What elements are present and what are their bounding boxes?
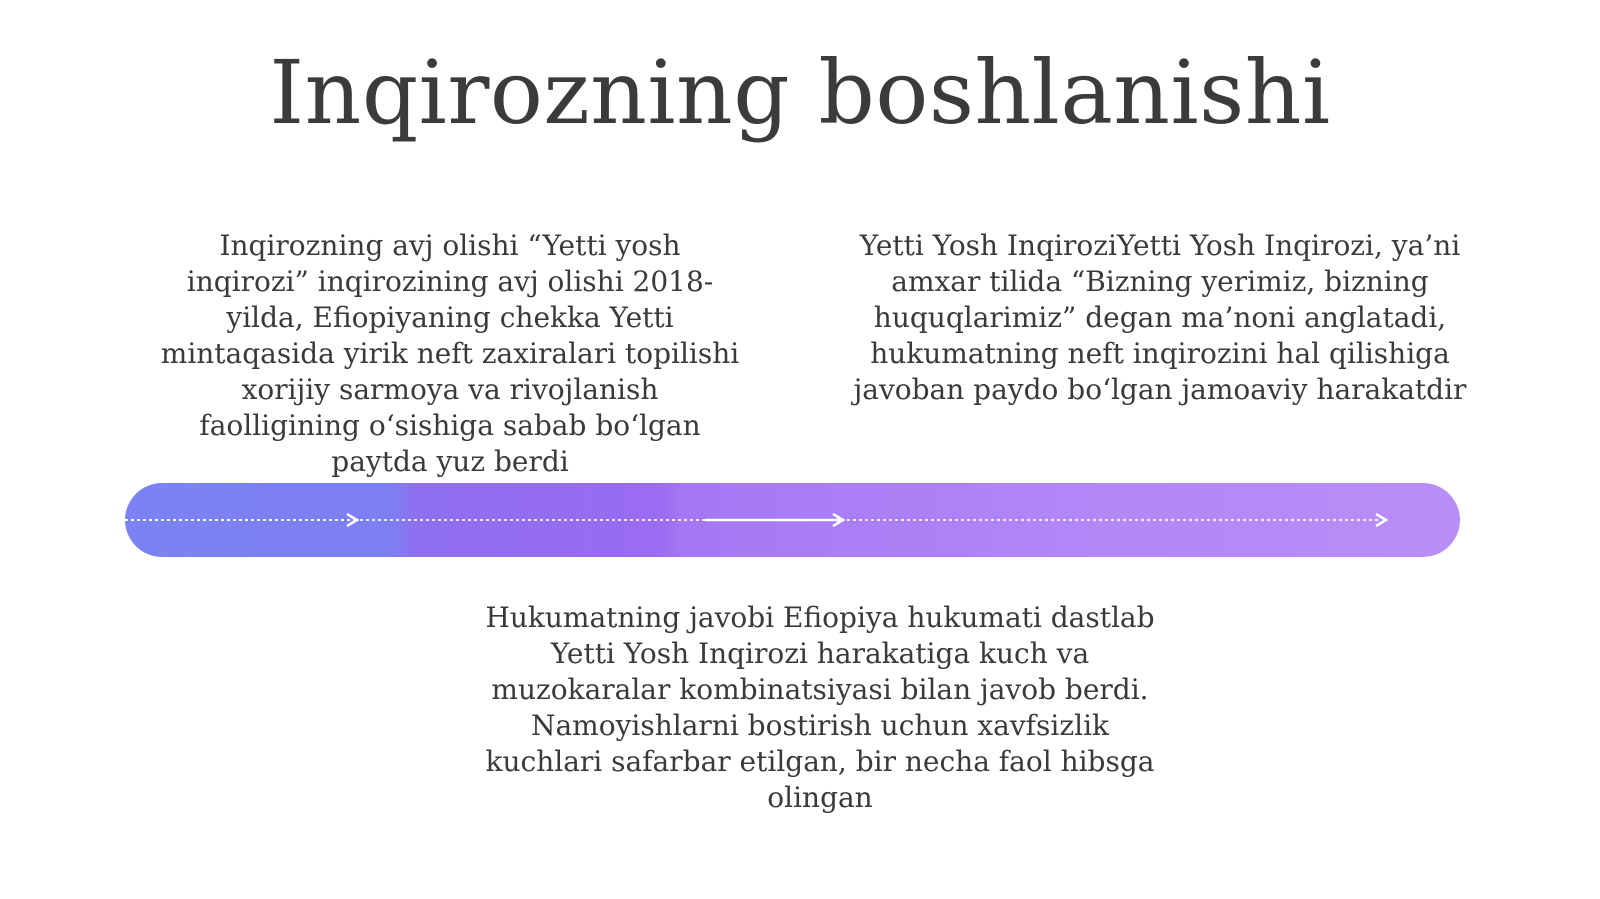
slide-title: Inqirozning boshlanishi <box>269 41 1331 144</box>
timeline-event-response: Hukumatning javobi Efiopiya hukumati dastlab Yetti Yosh Inqirozi harakatiga kuch va muzokaralar kombinatsiyasi bilan javob berdi. Namoyishlarni bostirish uchun xavfsizlik kuchlari safarbar etilgan, bir necha faol hibsga olingan <box>485 601 1155 814</box>
timeline-event-movement: Yetti Yosh InqiroziYetti Yosh Inqirozi, ya’ni amxar tilida “Bizning yerimiz, bizning huquqlarimiz” degan ma’noni anglatadi, hukumatning neft inqirozini hal qilishiga javoban paydo boʻlgan jamoaviy harakatdir <box>853 229 1467 406</box>
timeline-bar <box>125 483 1460 557</box>
timeline-event-start: Inqirozning avj olishi “Yetti yosh inqirozi” inqirozining avj olishi 2018-yilda, Efiopiyaning chekka Yetti mintaqasida yirik neft zaxiralari topilishi xorijiy sarmoya va rivojlanish faolligining oʻsishiga sabab boʻlgan paytda yuz berdi <box>160 229 740 478</box>
timeline-arrows <box>125 483 1460 557</box>
